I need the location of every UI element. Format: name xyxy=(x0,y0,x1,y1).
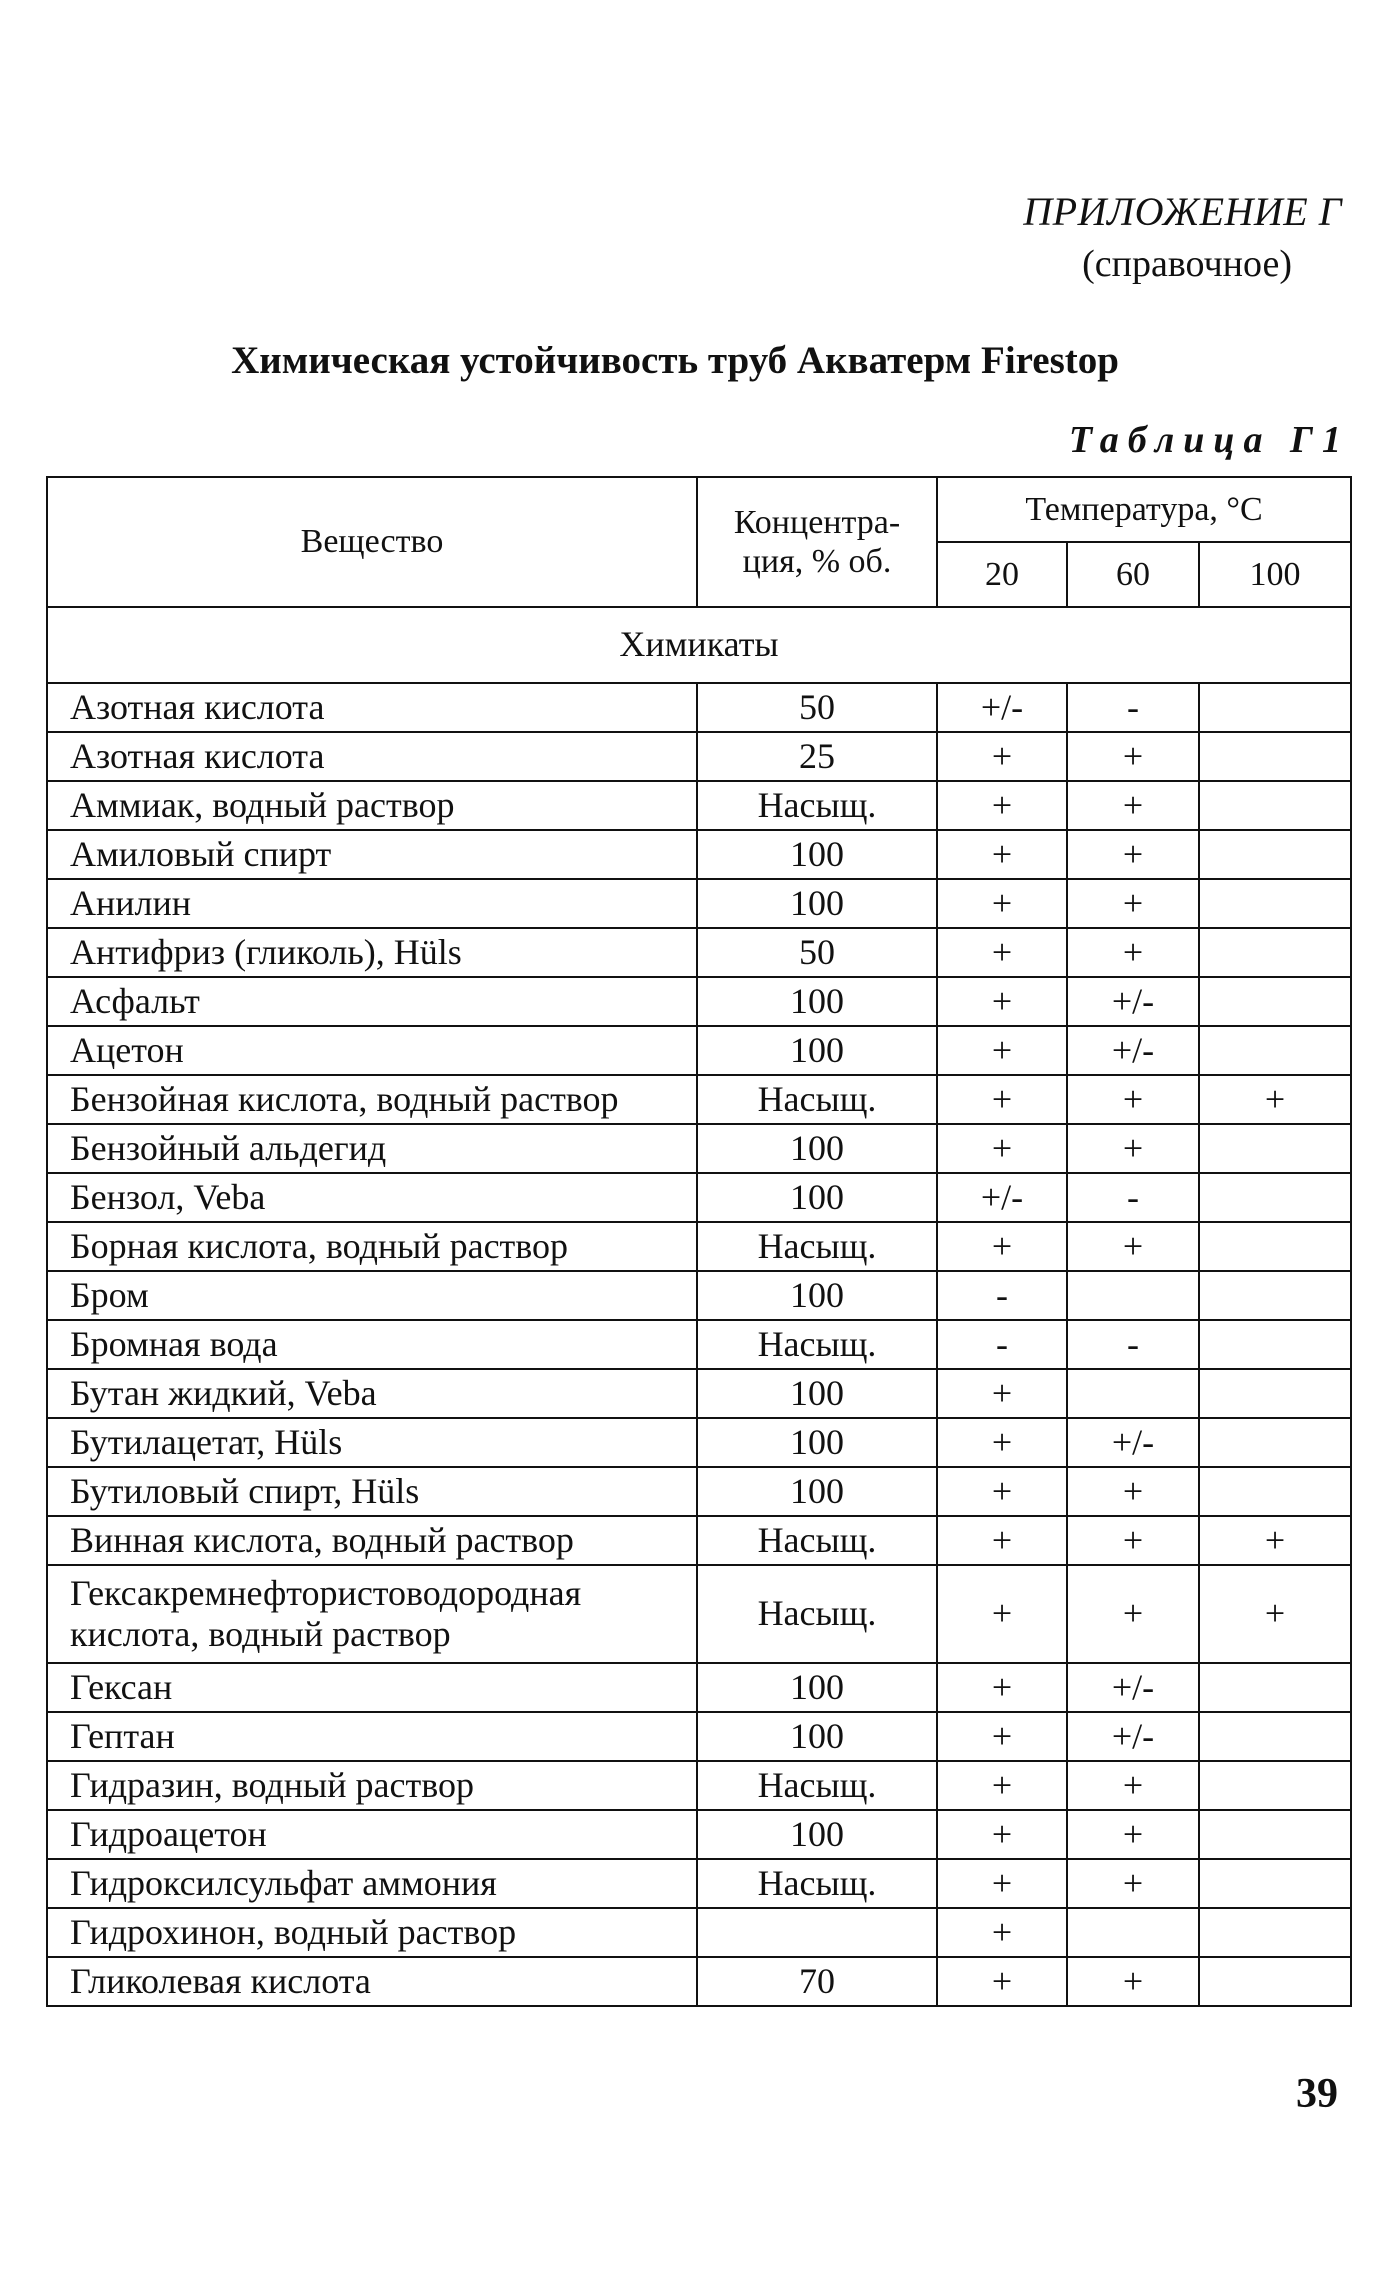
table-row xyxy=(47,732,1351,781)
resistance-t60: + xyxy=(1067,1761,1199,1810)
concentration-value: 100 xyxy=(697,1663,937,1712)
substance-name: Борная кислота, водный раствор xyxy=(47,1222,697,1271)
concentration-value: 100 xyxy=(697,879,937,928)
appendix-title: ПРИЛОЖЕНИЕ Г xyxy=(1023,189,1342,234)
concentration-value: 70 xyxy=(697,1957,937,2006)
table-row xyxy=(47,683,1351,732)
substance-name: Гексан xyxy=(47,1663,697,1712)
substance-name: Бром xyxy=(47,1271,697,1320)
resistance-t100 xyxy=(1199,879,1351,928)
resistance-t60 xyxy=(1067,1271,1199,1320)
substance-name: Азотная кислота xyxy=(47,683,697,732)
concentration-value: 25 xyxy=(697,732,937,781)
concentration-value: 100 xyxy=(697,1712,937,1761)
resistance-t20: + xyxy=(937,1810,1067,1859)
resistance-t20: + xyxy=(937,1908,1067,1957)
substance-name: Гептан xyxy=(47,1712,697,1761)
table-row xyxy=(47,830,1351,879)
concentration-value: Насыщ. xyxy=(697,1075,937,1124)
substance-name: Бензол, Veba xyxy=(47,1173,697,1222)
table-row xyxy=(47,1369,1351,1418)
concentration-value: 100 xyxy=(697,1026,937,1075)
section-header-chemicals: Химикаты xyxy=(47,607,1351,683)
concentration-value: 100 xyxy=(697,1810,937,1859)
table-row xyxy=(47,1222,1351,1271)
resistance-t60: - xyxy=(1067,1173,1199,1222)
resistance-t60: + xyxy=(1067,1565,1199,1663)
table-row xyxy=(47,1908,1351,1957)
resistance-t20: + xyxy=(937,1222,1067,1271)
resistance-t20: + xyxy=(937,1075,1067,1124)
substance-name: Анилин xyxy=(47,879,697,928)
resistance-t20: + xyxy=(937,1663,1067,1712)
resistance-t100: + xyxy=(1199,1516,1351,1565)
resistance-t60: - xyxy=(1067,683,1199,732)
resistance-t20: - xyxy=(937,1320,1067,1369)
table-row xyxy=(47,1565,1351,1663)
resistance-t100 xyxy=(1199,1418,1351,1467)
resistance-t60: + xyxy=(1067,1467,1199,1516)
resistance-t100 xyxy=(1199,1271,1351,1320)
resistance-t100 xyxy=(1199,1957,1351,2006)
resistance-t60 xyxy=(1067,1369,1199,1418)
resistance-t60: + xyxy=(1067,1124,1199,1173)
concentration-value: 100 xyxy=(697,977,937,1026)
concentration-value: 100 xyxy=(697,1173,937,1222)
substance-name: Амиловый спирт xyxy=(47,830,697,879)
header-temp-20: 20 xyxy=(937,542,1067,607)
resistance-t60: +/- xyxy=(1067,1663,1199,1712)
concentration-value: Насыщ. xyxy=(697,1859,937,1908)
table-row xyxy=(47,879,1351,928)
concentration-value: Насыщ. xyxy=(697,1320,937,1369)
resistance-t60: + xyxy=(1067,1810,1199,1859)
table-row xyxy=(47,1761,1351,1810)
table-row xyxy=(47,781,1351,830)
resistance-t100 xyxy=(1199,1320,1351,1369)
resistance-t20: + xyxy=(937,1467,1067,1516)
resistance-t60: + xyxy=(1067,1516,1199,1565)
table-row xyxy=(47,928,1351,977)
resistance-t100 xyxy=(1199,1712,1351,1761)
substance-name: Гексакремнефтористоводородная кислота, водный раствор xyxy=(47,1565,697,1663)
table-row xyxy=(47,1467,1351,1516)
resistance-t60: + xyxy=(1067,1222,1199,1271)
substance-name: Гидроксилсульфат аммония xyxy=(47,1859,697,1908)
resistance-t20: + xyxy=(937,977,1067,1026)
resistance-t100 xyxy=(1199,732,1351,781)
resistance-t100 xyxy=(1199,1663,1351,1712)
resistance-t20: + xyxy=(937,879,1067,928)
header-concentration xyxy=(697,477,937,607)
concentration-value: 100 xyxy=(697,1467,937,1516)
resistance-t60: + xyxy=(1067,1075,1199,1124)
substance-name: Бензойная кислота, водный раствор xyxy=(47,1075,697,1124)
header-substance: Вещество xyxy=(47,477,697,607)
table-row xyxy=(47,1271,1351,1320)
substance-name: Гидразин, водный раствор xyxy=(47,1761,697,1810)
table-row xyxy=(47,1516,1351,1565)
resistance-t20: + xyxy=(937,928,1067,977)
resistance-t60: + xyxy=(1067,1859,1199,1908)
table-row xyxy=(47,1663,1351,1712)
resistance-t100 xyxy=(1199,830,1351,879)
resistance-t20: + xyxy=(937,1369,1067,1418)
resistance-t60: + xyxy=(1067,1957,1199,2006)
substance-name: Бутилацетат, Hüls xyxy=(47,1418,697,1467)
document-heading: Химическая устойчивость труб Акватерм Firestop xyxy=(231,339,1119,382)
concentration-value: 50 xyxy=(697,683,937,732)
page-number: 39 xyxy=(1296,2071,1338,2117)
resistance-t100 xyxy=(1199,1173,1351,1222)
concentration-value: 50 xyxy=(697,928,937,977)
resistance-t60: + xyxy=(1067,879,1199,928)
substance-name: Бутан жидкий, Veba xyxy=(47,1369,697,1418)
resistance-t20: + xyxy=(937,1859,1067,1908)
resistance-t60: +/- xyxy=(1067,1026,1199,1075)
resistance-t60 xyxy=(1067,1908,1199,1957)
resistance-t100 xyxy=(1199,1222,1351,1271)
chemical-resistance-table xyxy=(46,476,1352,2007)
resistance-t100: + xyxy=(1199,1565,1351,1663)
substance-name: Азотная кислота xyxy=(47,732,697,781)
resistance-t20: + xyxy=(937,1516,1067,1565)
substance-name: Гидроацетон xyxy=(47,1810,697,1859)
resistance-t60: +/- xyxy=(1067,977,1199,1026)
table-label: Таблица Г1 xyxy=(1068,419,1350,461)
resistance-t100 xyxy=(1199,1467,1351,1516)
resistance-t100 xyxy=(1199,977,1351,1026)
concentration-value: 100 xyxy=(697,830,937,879)
resistance-t20: +/- xyxy=(937,683,1067,732)
resistance-t60: +/- xyxy=(1067,1418,1199,1467)
table-row xyxy=(47,1320,1351,1369)
resistance-t20: +/- xyxy=(937,1173,1067,1222)
table-body xyxy=(47,607,1351,2006)
resistance-t20: + xyxy=(937,732,1067,781)
resistance-t100 xyxy=(1199,683,1351,732)
resistance-t60: + xyxy=(1067,781,1199,830)
substance-name: Винная кислота, водный раствор xyxy=(47,1516,697,1565)
resistance-t20: + xyxy=(937,1565,1067,1663)
resistance-t60: + xyxy=(1067,732,1199,781)
table-row xyxy=(47,1075,1351,1124)
resistance-t60: +/- xyxy=(1067,1712,1199,1761)
substance-name: Бутиловый спирт, Hüls xyxy=(47,1467,697,1516)
resistance-t100 xyxy=(1199,1124,1351,1173)
table-row xyxy=(47,1173,1351,1222)
concentration-value: Насыщ. xyxy=(697,781,937,830)
concentration-value: Насыщ. xyxy=(697,1761,937,1810)
resistance-t20: - xyxy=(937,1271,1067,1320)
resistance-t100 xyxy=(1199,1026,1351,1075)
table-row xyxy=(47,1957,1351,2006)
concentration-value xyxy=(697,1908,937,1957)
concentration-value: 100 xyxy=(697,1124,937,1173)
substance-name: Бензойный альдегид xyxy=(47,1124,697,1173)
resistance-t100 xyxy=(1199,781,1351,830)
concentration-value: Насыщ. xyxy=(697,1565,937,1663)
header-concentration-text: Концентра- ция, % об. xyxy=(733,503,901,580)
resistance-t20: + xyxy=(937,1761,1067,1810)
table-row xyxy=(47,1712,1351,1761)
substance-name: Гликолевая кислота xyxy=(47,1957,697,2006)
table-row xyxy=(47,1026,1351,1075)
resistance-t100: + xyxy=(1199,1075,1351,1124)
resistance-t20: + xyxy=(937,781,1067,830)
resistance-t20: + xyxy=(937,1418,1067,1467)
concentration-value: 100 xyxy=(697,1271,937,1320)
table-row xyxy=(47,1124,1351,1173)
resistance-t100 xyxy=(1199,1761,1351,1810)
resistance-t60: - xyxy=(1067,1320,1199,1369)
resistance-t100 xyxy=(1199,1810,1351,1859)
table-row xyxy=(47,1418,1351,1467)
resistance-t20: + xyxy=(937,1124,1067,1173)
resistance-t20: + xyxy=(937,1712,1067,1761)
substance-name: Бромная вода xyxy=(47,1320,697,1369)
substance-name: Аммиак, водный раствор xyxy=(47,781,697,830)
substance-name: Антифриз (гликоль), Hüls xyxy=(47,928,697,977)
resistance-t100 xyxy=(1199,928,1351,977)
resistance-t20: + xyxy=(937,830,1067,879)
resistance-t20: + xyxy=(937,1957,1067,2006)
resistance-t20: + xyxy=(937,1026,1067,1075)
concentration-value: 100 xyxy=(697,1418,937,1467)
substance-name: Гидрохинон, водный раствор xyxy=(47,1908,697,1957)
resistance-t60: + xyxy=(1067,830,1199,879)
header-temp-100: 100 xyxy=(1199,542,1351,607)
concentration-value: Насыщ. xyxy=(697,1516,937,1565)
resistance-t100 xyxy=(1199,1369,1351,1418)
substance-name: Асфальт xyxy=(47,977,697,1026)
concentration-value: 100 xyxy=(697,1369,937,1418)
header-temperature: Температура, °C xyxy=(937,477,1351,542)
concentration-value: Насыщ. xyxy=(697,1222,937,1271)
appendix-subtitle: (справочное) xyxy=(1082,243,1292,285)
table-row xyxy=(47,977,1351,1026)
resistance-t60: + xyxy=(1067,928,1199,977)
resistance-t100 xyxy=(1199,1859,1351,1908)
resistance-t100 xyxy=(1199,1908,1351,1957)
table-row xyxy=(47,1859,1351,1908)
table-row xyxy=(47,1810,1351,1859)
substance-name: Ацетон xyxy=(47,1026,697,1075)
header-temp-60: 60 xyxy=(1067,542,1199,607)
